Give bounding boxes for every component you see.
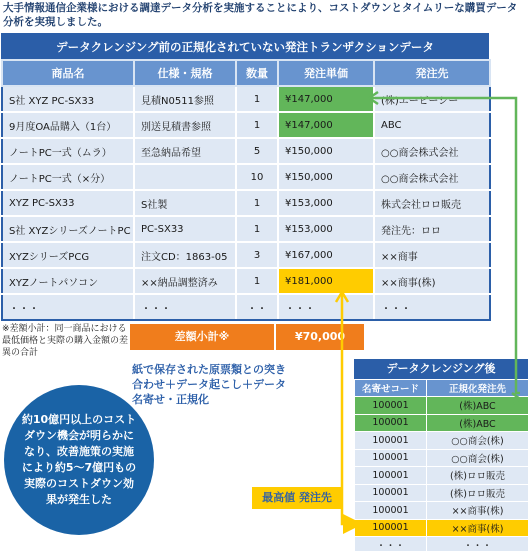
cell-spec: ××納品調整済み <box>134 268 236 294</box>
result-circle <box>4 385 154 535</box>
header-supplier: 発注先 <box>374 60 490 86</box>
table-row <box>355 484 529 502</box>
cell-product: S社 XYZシリーズノートPC <box>2 216 134 242</box>
cell-normalized-supplier: (株)ロロ販売 <box>427 467 529 485</box>
cell-spec: 至急納品希望 <box>134 138 236 164</box>
cell-supplier: ○○商会株式会社 <box>374 164 490 190</box>
difference-subtotal-value: ¥70,000 <box>276 324 364 350</box>
cell-spec <box>134 164 236 190</box>
cell-merge-code: 100001 <box>355 397 427 415</box>
raw-data-table-panel <box>1 33 489 321</box>
cell-merge-code: 100001 <box>355 449 427 467</box>
header-merge-code: 名寄せコード <box>355 380 427 397</box>
cell-spec: PC-SX33 <box>134 216 236 242</box>
cell-price: ¥150,000 <box>278 138 374 164</box>
cell-supplier: ・・・ <box>374 294 490 320</box>
table-row <box>355 449 529 467</box>
table-row <box>355 414 529 432</box>
cell-normalized-supplier: ××商事(株) <box>427 519 529 537</box>
cell-normalized-supplier: ××商事(株) <box>427 502 529 520</box>
cell-supplier: ××商事 <box>374 242 490 268</box>
cell-product: ノートPC一式（×分） <box>2 164 134 190</box>
cell-price: ¥153,000 <box>278 216 374 242</box>
cell-product: S社 XYZ PC-SX33 <box>2 86 134 112</box>
cell-spec: ・・・ <box>134 294 236 320</box>
cell-product: 9月度OA品購入（1台） <box>2 112 134 138</box>
table-row <box>2 138 490 164</box>
header-quantity: 数量 <box>236 60 278 86</box>
cell-product: XYZノートパソコン <box>2 268 134 294</box>
cell-product: XYZシリーズPCG <box>2 242 134 268</box>
cell-merge-code: 100001 <box>355 502 427 520</box>
cell-spec: 見積N0511参照 <box>134 86 236 112</box>
raw-data-table-title: データクレンジング前の正規化されていない発注トランザクションデータ <box>1 33 489 59</box>
header-normalized-supplier: 正規化発注先 <box>427 380 529 397</box>
difference-subtotal-label: 差額小計※ <box>130 324 274 350</box>
cell-supplier: ××商事(株) <box>374 268 490 294</box>
cell-supplier: ○○商会株式会社 <box>374 138 490 164</box>
cell-normalized-supplier: ・・・ <box>427 537 529 551</box>
cell-quantity: 1 <box>236 216 278 242</box>
cell-quantity: 1 <box>236 112 278 138</box>
cell-price: ¥153,000 <box>278 190 374 216</box>
cell-merge-code: ・・・ <box>355 537 427 551</box>
cell-price-highlight: ¥147,000 <box>278 112 374 138</box>
raw-table-header-row <box>2 60 490 86</box>
table-row <box>355 467 529 485</box>
cell-normalized-supplier: (株)ロロ販売 <box>427 484 529 502</box>
cell-quantity: 1 <box>236 86 278 112</box>
table-row <box>2 294 490 320</box>
table-row <box>2 112 490 138</box>
cell-quantity: 1 <box>236 268 278 294</box>
cell-normalized-supplier: ○○商会(株) <box>427 432 529 450</box>
intro-text: 大手情報通信企業様における調達データ分析を実施することにより、コストダウンとタイムリーな購買データ分析を実現しました。 <box>3 2 518 28</box>
cell-spec: 注文CD：1863-05 <box>134 242 236 268</box>
cell-merge-code: 100001 <box>355 467 427 485</box>
table-row <box>2 268 490 294</box>
table-row <box>2 164 490 190</box>
cell-product: ノートPC一式（ムラ） <box>2 138 134 164</box>
cell-price: ¥167,000 <box>278 242 374 268</box>
cell-merge-code: 100001 <box>355 432 427 450</box>
cell-spec: 別送見積書参照 <box>134 112 236 138</box>
cell-product: ・・・ <box>2 294 134 320</box>
table-row <box>355 502 529 520</box>
table-row <box>355 537 529 551</box>
table-row <box>355 397 529 415</box>
cleansing-process-text: 紙で保存された原票類との突き合わせ＋データ起こし＋データ名寄せ・正規化 <box>132 363 286 406</box>
cell-price: ・・・ <box>278 294 374 320</box>
cell-price-highlight: ¥147,000 <box>278 86 374 112</box>
cell-supplier: 発注先：ロロ <box>374 216 490 242</box>
raw-data-table <box>1 59 491 321</box>
header-product-name: 商品名 <box>2 60 134 86</box>
table-row <box>2 216 490 242</box>
cell-supplier: (株)エービーシー <box>374 86 490 112</box>
cell-spec: S社製 <box>134 190 236 216</box>
cell-merge-code: 100001 <box>355 414 427 432</box>
cleansed-data-table-panel <box>354 359 528 551</box>
cell-price-max: ¥181,000 <box>278 268 374 294</box>
cell-quantity: 3 <box>236 242 278 268</box>
table-row <box>355 519 529 537</box>
cleansed-data-table <box>354 379 529 551</box>
header-spec: 仕様・規格 <box>134 60 236 86</box>
cell-quantity: 1 <box>236 190 278 216</box>
table-row <box>2 242 490 268</box>
cell-quantity: ・・ <box>236 294 278 320</box>
cell-quantity: 5 <box>236 138 278 164</box>
cell-merge-code: 100001 <box>355 484 427 502</box>
table-row <box>355 432 529 450</box>
header-unit-price: 発注単価 <box>278 60 374 86</box>
table-row <box>2 86 490 112</box>
table-row <box>2 190 490 216</box>
cell-normalized-supplier: ○○商会(株) <box>427 449 529 467</box>
cleansed-table-title: データクレンジング後 <box>354 359 528 379</box>
cell-supplier: ABC <box>374 112 490 138</box>
cell-merge-code: 100001 <box>355 519 427 537</box>
cell-quantity: 10 <box>236 164 278 190</box>
cell-normalized-supplier: (株)ABC <box>427 397 529 415</box>
difference-footnote: ※差額小計：同一商品における最低価格と実際の購入金額の差異の合計 <box>2 324 129 358</box>
cell-normalized-supplier: (株)ABC <box>427 414 529 432</box>
cell-price: ¥150,000 <box>278 164 374 190</box>
max-price-supplier-label: 最高値 発注先 <box>252 487 342 509</box>
cell-product: XYZ PC-SX33 <box>2 190 134 216</box>
cleansed-table-header-row <box>355 380 529 397</box>
cell-supplier: 株式会社ロロ販売 <box>374 190 490 216</box>
result-circle-text: 約10億円以上のコストダウン機会が明らかになり、改善施策の実施により約5～7億円もの実際のコストダウン効果が発生した <box>21 413 137 506</box>
